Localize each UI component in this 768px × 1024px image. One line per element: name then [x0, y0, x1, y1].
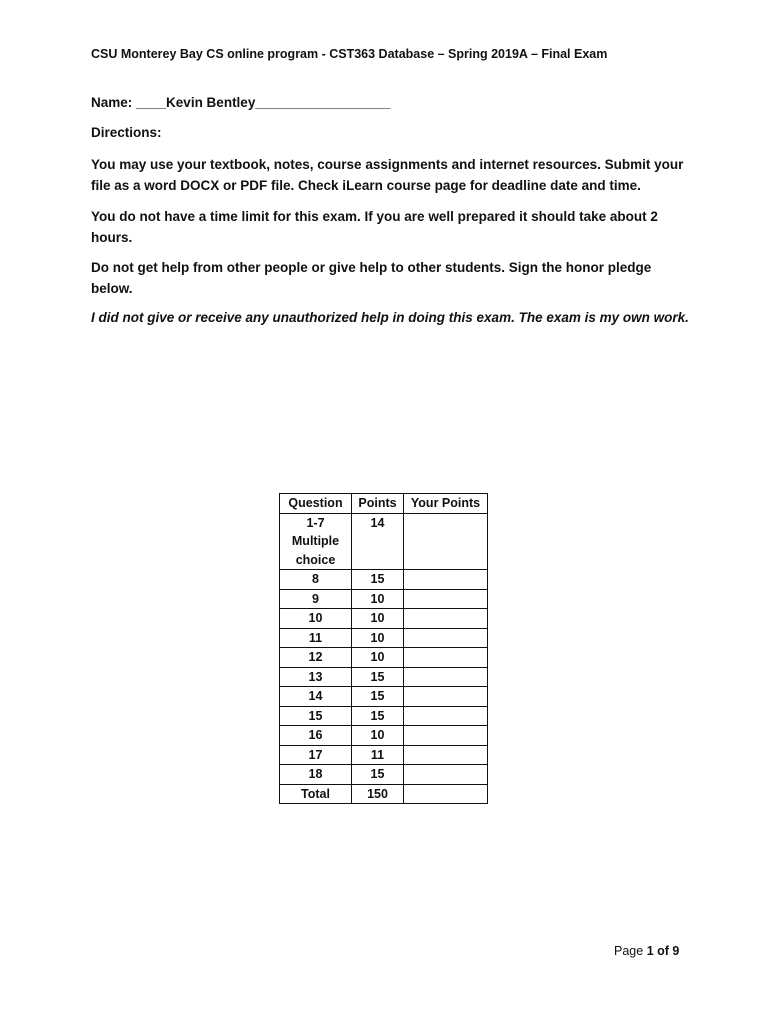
your-points-cell: [404, 765, 488, 785]
points-cell: 11: [352, 745, 404, 765]
table-header-row: [280, 494, 488, 514]
directions-heading: Directions:: [91, 125, 162, 140]
points-cell: 15: [352, 570, 404, 590]
paragraph-time-limit: You do not have a time limit for this exam. If you are well prepared it should take about 2 hours.: [91, 209, 658, 245]
name-label: Name:: [91, 95, 133, 110]
question-cell: 11: [280, 628, 352, 648]
column-header-question: Question: [280, 494, 352, 514]
points-cell: 10: [352, 628, 404, 648]
question-cell: 8: [280, 570, 352, 590]
page-footer: [614, 944, 679, 958]
table-row: [280, 667, 488, 687]
points-cell: 10: [352, 648, 404, 668]
page-total: 9: [672, 944, 680, 958]
question-line: choice: [295, 552, 336, 567]
question-cell: 13: [280, 667, 352, 687]
your-points-cell: [404, 667, 488, 687]
total-label-cell: Total: [280, 784, 352, 804]
honor-pledge: I did not give or receive any unauthorized help in doing this exam. The exam is my own work.: [91, 310, 689, 325]
total-your-points-cell: [404, 784, 488, 804]
question-cell: 12: [280, 648, 352, 668]
paragraph-resources: You may use your textbook, notes, course assignments and internet resources. Submit your file as a word DOCX or PDF file. Check iLearn course page for deadline date and time.: [91, 157, 684, 193]
column-header-your-points: Your Points: [404, 494, 488, 514]
table-row: [280, 609, 488, 629]
your-points-cell: [404, 589, 488, 609]
question-cell: 17: [280, 745, 352, 765]
your-points-cell: [404, 648, 488, 668]
points-table: [279, 493, 488, 804]
table-row: [280, 745, 488, 765]
your-points-cell: [404, 687, 488, 707]
your-points-cell: [404, 609, 488, 629]
question-cell: 9: [280, 589, 352, 609]
page-word: Page: [614, 944, 644, 958]
your-points-cell: [404, 628, 488, 648]
question-line: 1-7: [306, 515, 325, 530]
points-cell: 15: [352, 706, 404, 726]
paragraph-honor: Do not get help from other people or give help to other students. Sign the honor pledge below.: [91, 260, 652, 296]
document-header: CSU Monterey Bay CS online program - CST363 Database – Spring 2019A – Final Exam: [91, 47, 608, 61]
points-cell: 10: [352, 726, 404, 746]
table-row: [280, 765, 488, 785]
your-points-cell: [404, 513, 488, 570]
your-points-cell: [404, 706, 488, 726]
of-word: of: [657, 944, 669, 958]
points-cell: 15: [352, 667, 404, 687]
table-row: [280, 648, 488, 668]
table-total-row: [280, 784, 488, 804]
points-cell: 14: [352, 513, 404, 570]
question-cell: 18: [280, 765, 352, 785]
question-cell: 10: [280, 609, 352, 629]
total-points-cell: 150: [352, 784, 404, 804]
table-row: [280, 687, 488, 707]
points-cell: 15: [352, 765, 404, 785]
your-points-cell: [404, 570, 488, 590]
table-row: [280, 706, 488, 726]
column-header-points: Points: [352, 494, 404, 514]
table-row: [280, 570, 488, 590]
table-row: [280, 726, 488, 746]
question-line: Multiple: [291, 534, 340, 548]
points-cell: 10: [352, 609, 404, 629]
your-points-cell: [404, 745, 488, 765]
question-cell: [280, 513, 352, 570]
table-row: [280, 513, 488, 570]
question-cell: 15: [280, 706, 352, 726]
points-cell: 15: [352, 687, 404, 707]
points-cell: 10: [352, 589, 404, 609]
table-row: [280, 589, 488, 609]
name-line: [91, 95, 390, 110]
page-number: 1: [646, 944, 654, 958]
question-cell: 16: [280, 726, 352, 746]
table-body: [280, 513, 488, 804]
question-cell: 14: [280, 687, 352, 707]
table-row: [280, 628, 488, 648]
your-points-cell: [404, 726, 488, 746]
name-value: ____Kevin Bentley__________________: [132, 95, 391, 110]
